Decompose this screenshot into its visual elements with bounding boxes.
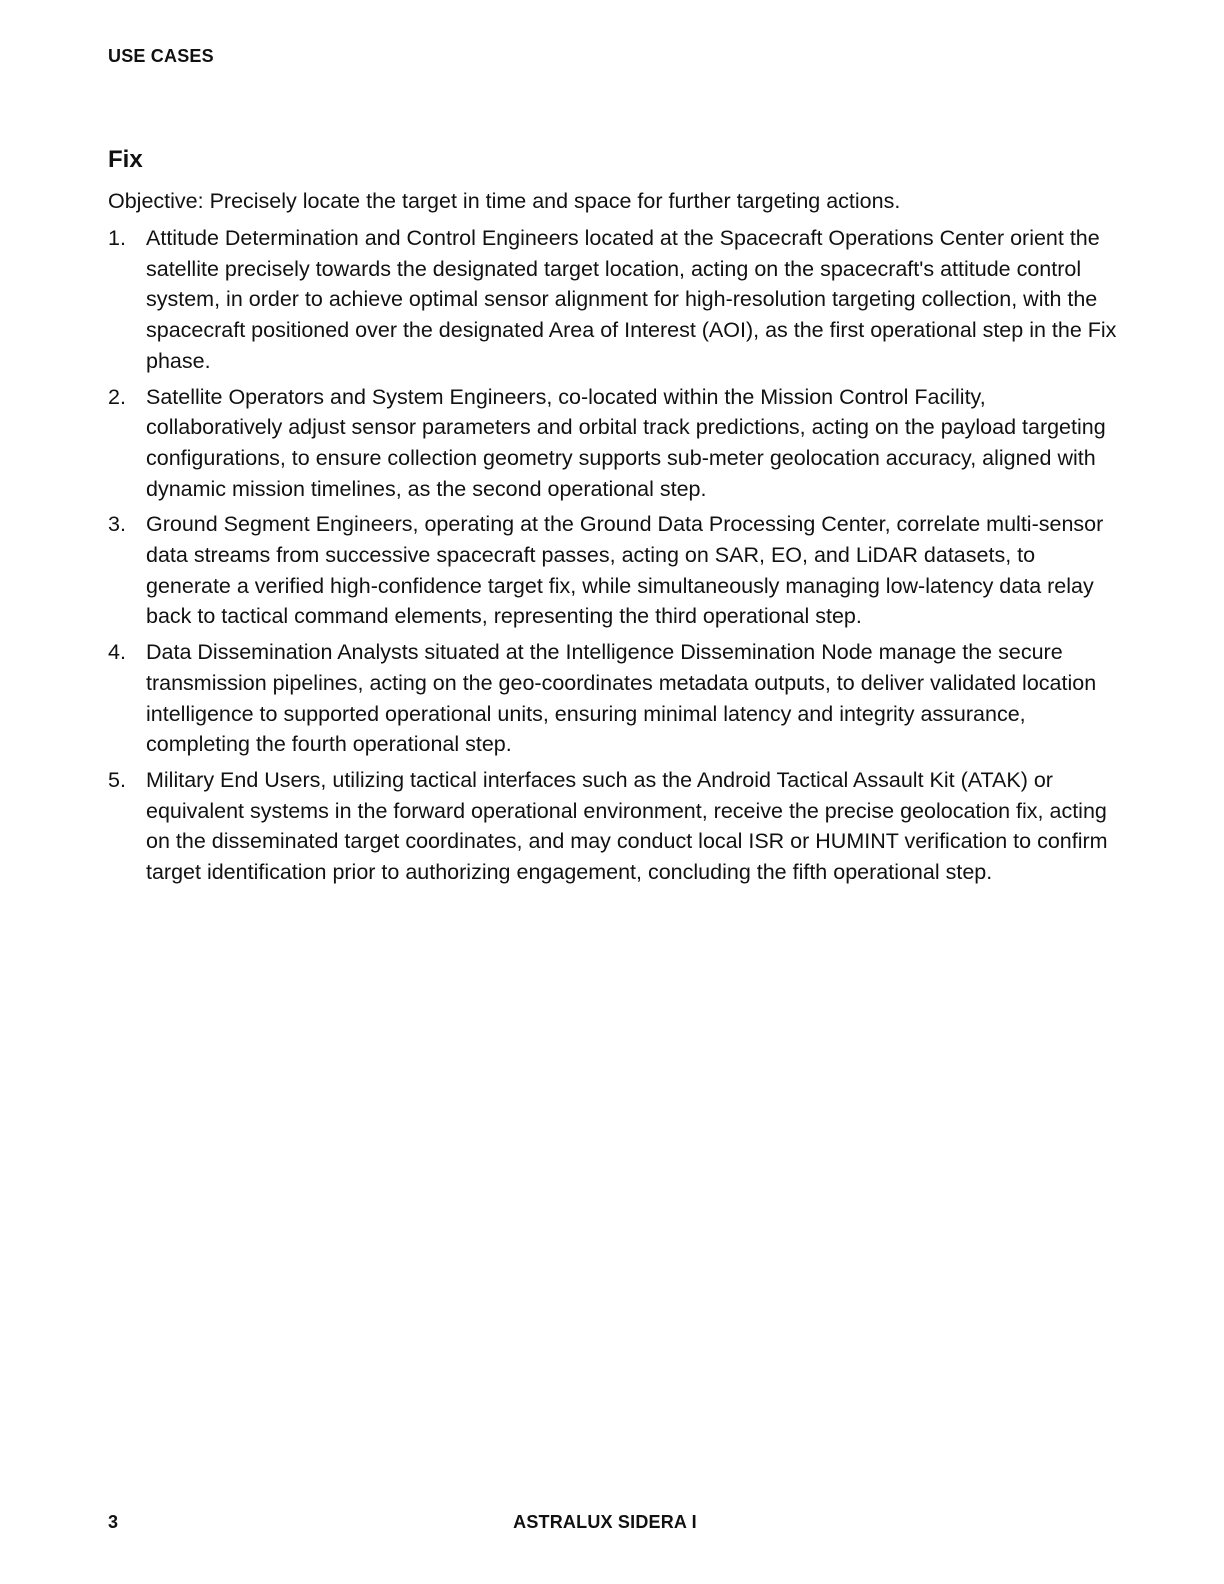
main-content bbox=[108, 144, 1118, 893]
list-item-number: 1. bbox=[108, 226, 126, 250]
section-title: Fix bbox=[108, 146, 143, 173]
list-item-text: Attitude Determination and Control Engineers located at the Spacecraft Operations Center orient the satellite precisely towards the designated target location, acting on the spacecraft's attitude control system, in order to achieve optimal sensor alignment for high-resolution targeting collection, with the spacecraft positioned over the designated Area of Interest (AOI), as the first operational step in the Fix phase. bbox=[146, 226, 1117, 373]
list-item-number: 5. bbox=[108, 767, 126, 792]
list-item-text: Data Dissemination Analysts situated at the Intelligence Dissemination Node manage the secure transmission pipelines, acting on the geo-coordinates metadata outputs, to deliver validated location intelligence to supported operational units, ensuring minimal latency and integrity assurance, completing the fourth operational step. bbox=[146, 640, 1097, 757]
list-item-text: Military End Users, utilizing tactical interfaces such as the Android Tactical Assault Kit (ATAK) or equivalent systems in the forward operational environment, receive the precise geolocation fix, acting on the disseminated target coordinates, and may conduct local ISR or HUMINT verification to confirm target identification prior to authorizing engagement, concluding the fifth operational step. bbox=[146, 767, 1108, 885]
list-item-text: Ground Segment Engineers, operating at the Ground Data Processing Center, correlate multi-sensor data streams from successive spacecraft passes, acting on SAR, EO, and LiDAR datasets, to generate a verified high-confidence target fix, while simultaneously managing low-latency data relay back to tactical command elements, representing the third operational step. bbox=[146, 512, 1104, 629]
list-item bbox=[108, 637, 1118, 760]
page-header-label: USE CASES bbox=[108, 46, 214, 66]
objective-text: Objective: Precisely locate the target in time and space for further targeting actions. bbox=[108, 189, 901, 213]
steps-list bbox=[108, 223, 1118, 888]
list-item-number: 2. bbox=[108, 384, 126, 409]
document-title: ASTRALUX SIDERA I bbox=[513, 1512, 697, 1532]
list-item-number: 3. bbox=[108, 512, 126, 537]
list-item bbox=[108, 382, 1118, 505]
list-item bbox=[108, 765, 1118, 888]
list-item-text: Satellite Operators and System Engineers, co-located within the Mission Control Facility, collaboratively adjust sensor parameters and orbital track predictions, acting on the payload targeting configurations, to ensure collection geometry supports sub-meter geolocation accuracy, aligned with dynamic mission timelines, as the second operational step. bbox=[146, 384, 1106, 501]
list-item bbox=[108, 223, 1118, 377]
list-item-number: 4. bbox=[108, 640, 126, 665]
list-item bbox=[108, 509, 1118, 632]
page-number: 3 bbox=[108, 1512, 119, 1532]
